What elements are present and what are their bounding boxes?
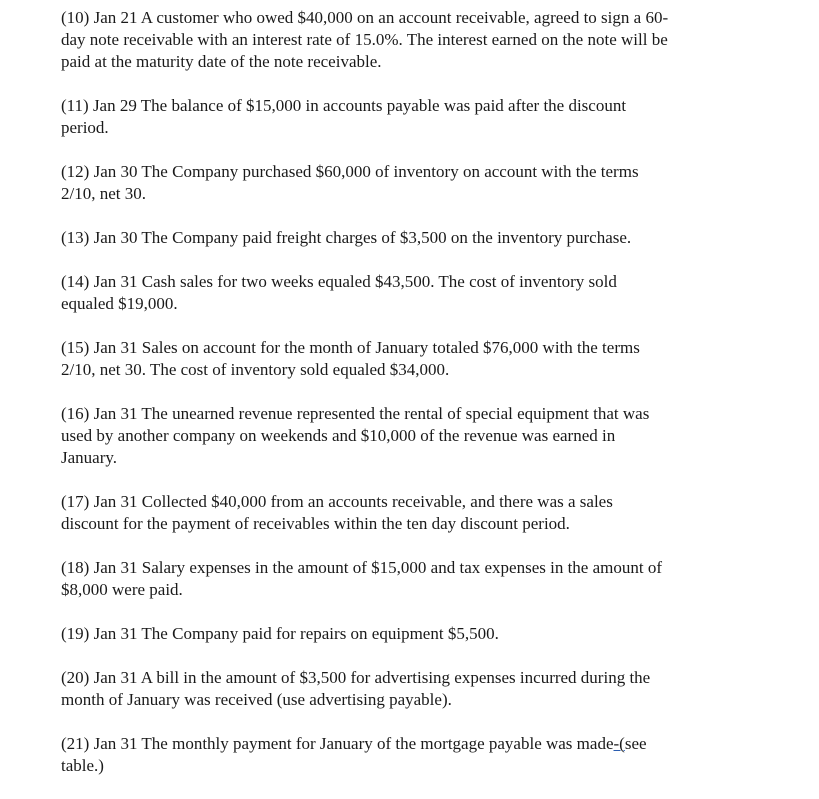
transaction-15: (15) Jan 31 Sales on account for the month of January totaled $76,000 with the terms 2/10, net 30. The cost of inventory sold equaled $34,000. bbox=[61, 338, 640, 379]
transaction-10: (10) Jan 21 A customer who owed $40,000 on an account receivable, agreed to sign a 60- day note receivable with an interest rate of 15.0%. The interest earned on the note will be paid at the maturity date of the note receivable. bbox=[61, 8, 669, 71]
transaction-13: (13) Jan 30 The Company paid freight charges of $3,500 on the inventory purchase. bbox=[61, 228, 632, 247]
transaction-18: (18) Jan 31 Salary expenses in the amount of $15,000 and tax expenses in the amount of $8,000 were paid. bbox=[61, 558, 663, 599]
transaction-14: (14) Jan 31 Cash sales for two weeks equaled $43,500. The cost of inventory sold equaled $19,000. bbox=[61, 272, 617, 313]
transaction-20: (20) Jan 31 A bill in the amount of $3,500 for advertising expenses incurred during the month of January was received (use advertising payable). bbox=[61, 668, 651, 709]
transaction-21 bbox=[61, 733, 761, 777]
transaction-12: (12) Jan 30 The Company purchased $60,000 of inventory on account with the terms 2/10, net 30. bbox=[61, 162, 639, 203]
transaction-16: (16) Jan 31 The unearned revenue represented the rental of special equipment that was used by another company on weekends and $10,000 of the revenue was earned in January. bbox=[61, 404, 650, 467]
transaction-21-tail: see table.) bbox=[61, 734, 647, 775]
transaction-21-text: (21) Jan 31 The monthly payment for January of the mortgage payable was made bbox=[61, 734, 614, 753]
transaction-19: (19) Jan 31 The Company paid for repairs on equipment $5,500. bbox=[61, 624, 499, 643]
transaction-17: (17) Jan 31 Collected $40,000 from an accounts receivable, and there was a sales discount for the payment of receivables within the ten day discount period. bbox=[61, 492, 613, 533]
transaction-11: (11) Jan 29 The balance of $15,000 in accounts payable was paid after the discount period. bbox=[61, 96, 627, 137]
transaction-21-underlined: -( bbox=[613, 734, 625, 753]
document-body bbox=[61, 7, 761, 799]
